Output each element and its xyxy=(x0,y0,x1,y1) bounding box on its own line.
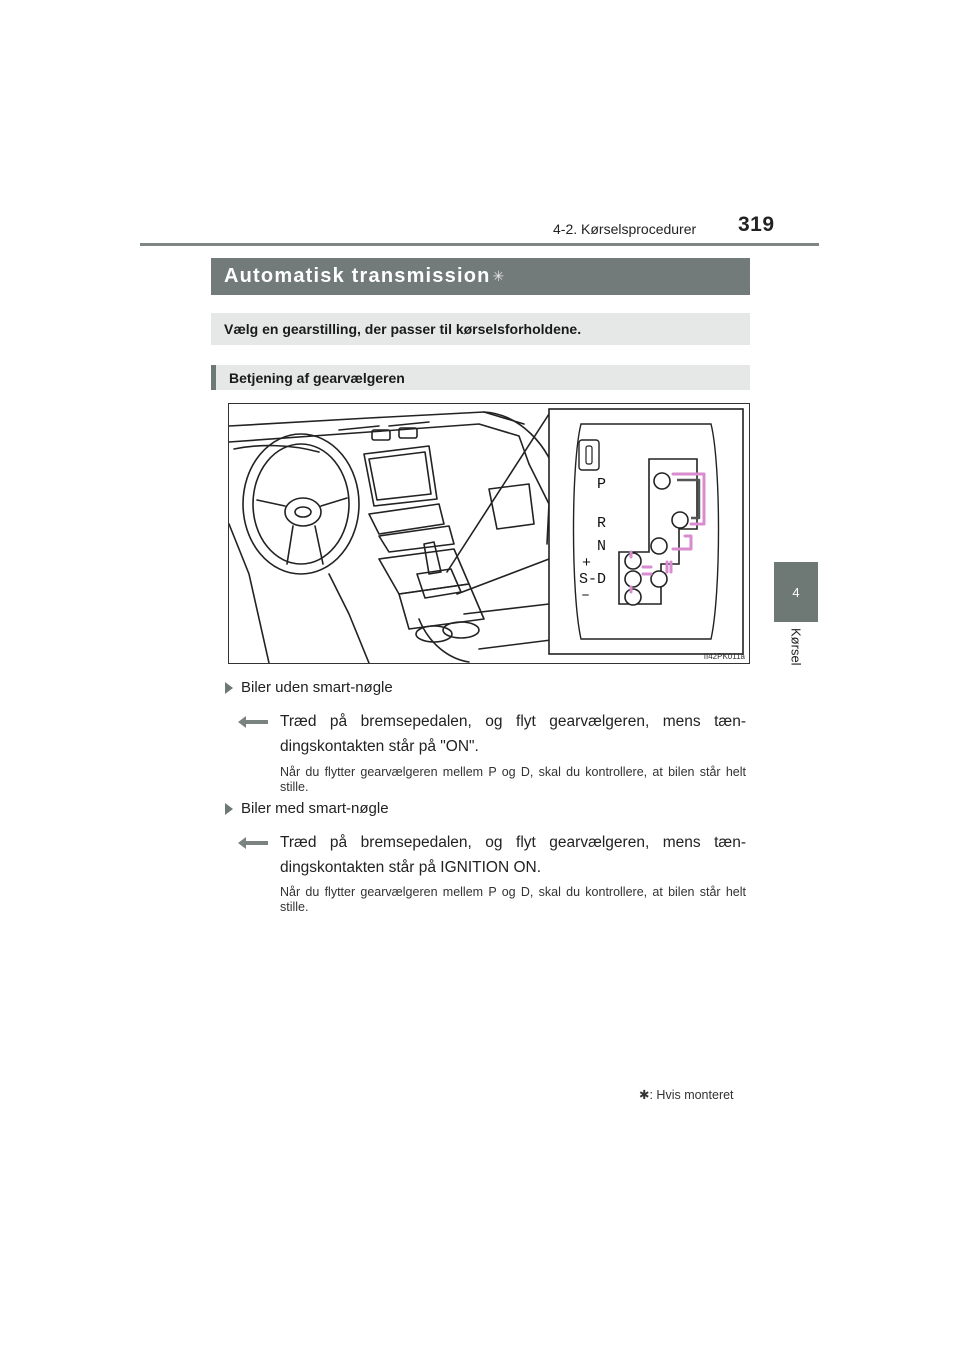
left-arrow-icon xyxy=(236,835,270,851)
note-text: Når du flytter gearvælgeren mellem P og D, skal du kontrollere, at bilen står helt stille. xyxy=(280,885,746,914)
chapter-tab[interactable]: 4 xyxy=(774,562,818,622)
gate-label-minus: – xyxy=(581,587,591,604)
section-heading-text: Biler med smart-nøgle xyxy=(241,800,389,817)
gate-label-r: R xyxy=(597,515,607,532)
asterisk-icon: ✳ xyxy=(492,268,506,284)
instruction-text: Træd på bremsepedalen, og flyt gearvælgeren, mens tæn-dingskontakten står på "ON". xyxy=(280,713,746,755)
section-heading-without-key xyxy=(225,679,393,696)
section-title-bar xyxy=(211,258,750,295)
gate-label-p: P xyxy=(597,476,607,493)
note-text: Når du flytter gearvælgeren mellem P og D, skal du kontrollere, at bilen står helt stille. xyxy=(280,765,746,794)
triangle-bullet-icon xyxy=(225,682,233,694)
triangle-bullet-icon xyxy=(225,803,233,815)
figure-code: II42PK011a xyxy=(703,652,745,661)
section-reference: 4-2. Kørselsprocedurer xyxy=(553,221,697,237)
section-heading-with-key xyxy=(225,800,389,817)
page-number: 319 xyxy=(738,213,775,236)
gate-label-s-d: S-D xyxy=(579,571,607,588)
gate-label-n: N xyxy=(597,538,607,555)
section-title: Automatisk transmission xyxy=(224,265,491,287)
chapter-label: Kørsel xyxy=(788,628,804,666)
gear-lever-illustration xyxy=(228,403,750,664)
subheading-bar: Betjening af gearvælgeren xyxy=(211,365,750,390)
intro-bar: Vælg en gearstilling, der passer til kørselsforholdene. xyxy=(211,313,750,345)
instruction-text: Træd på bremsepedalen, og flyt gearvælgeren, mens tæn-dingskontakten står på IGNITION ON. xyxy=(280,834,746,876)
cockpit-drawing xyxy=(229,404,749,663)
left-arrow-icon xyxy=(236,714,270,730)
gate-label-plus: + xyxy=(582,555,592,572)
header-rule xyxy=(140,243,819,246)
footnote: ✱: Hvis monteret xyxy=(639,1088,734,1102)
section-heading-text: Biler uden smart-nøgle xyxy=(241,679,393,696)
